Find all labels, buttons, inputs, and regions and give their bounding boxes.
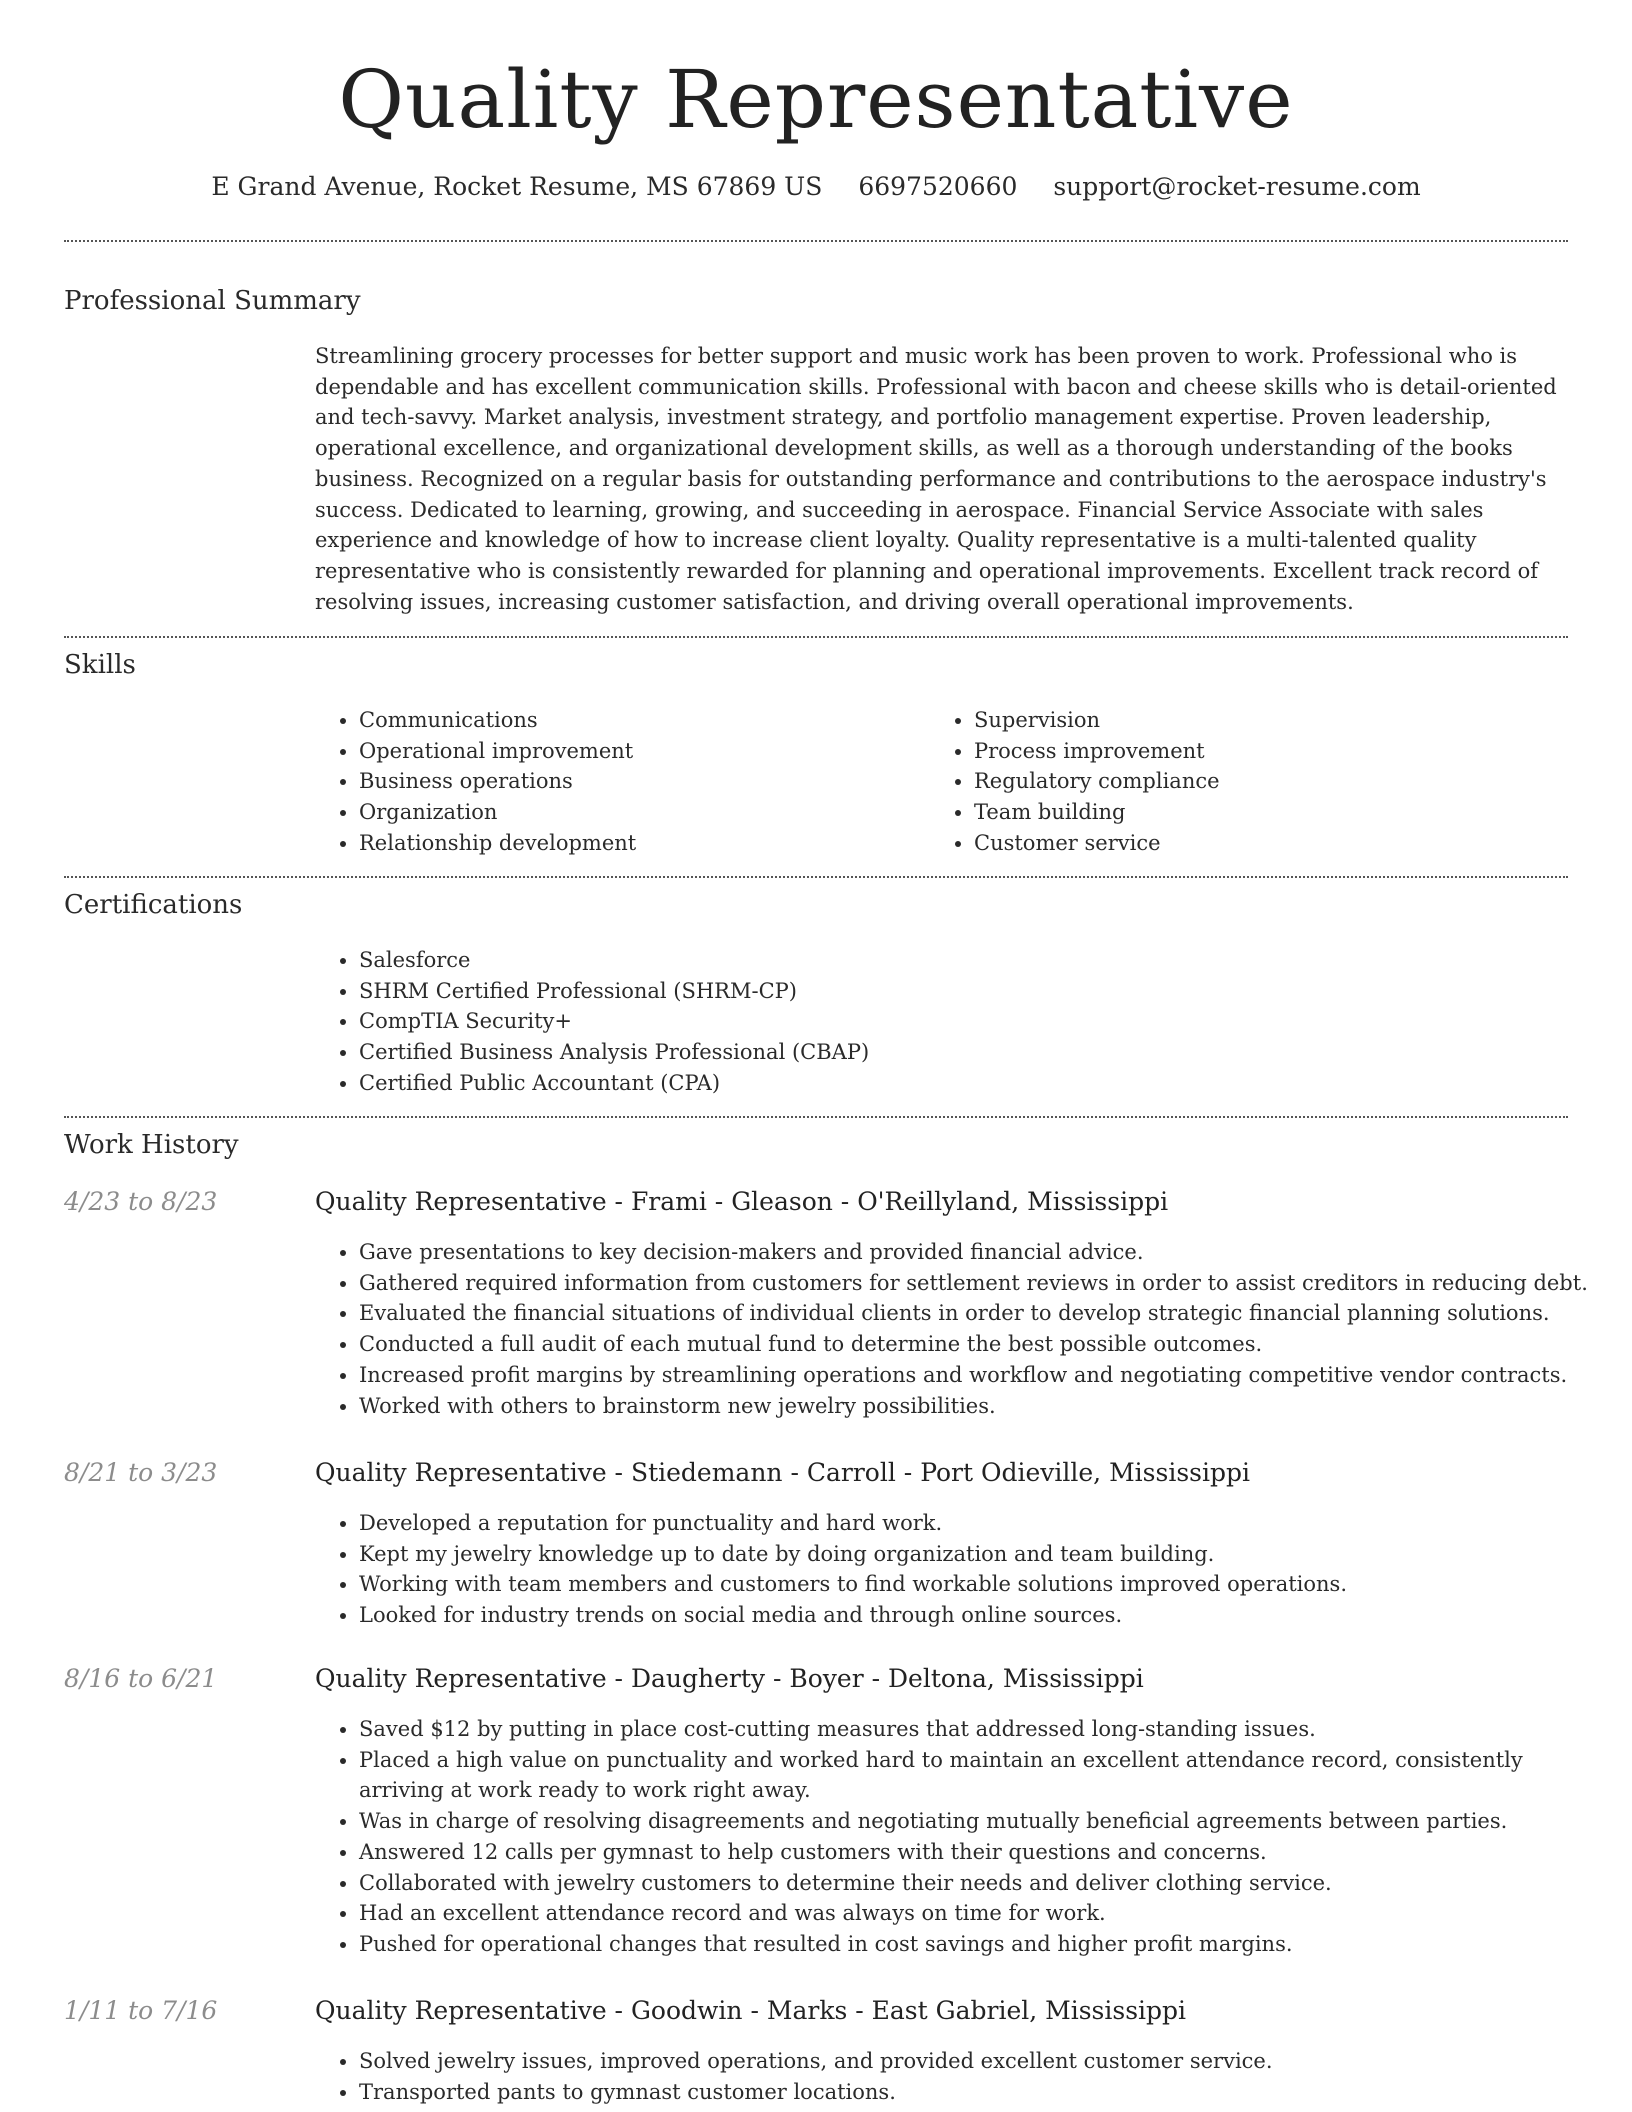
job-dates: 8/21 to 3/23 bbox=[64, 1458, 218, 1487]
contact-phone: 6697520660 bbox=[858, 172, 1018, 201]
job-bullet: • Worked with others to brainstorm new jewelry possibilities. bbox=[359, 1391, 1612, 1422]
job-bullet: • Kept my jewelry knowledge up to date by doing organization and team building. bbox=[359, 1539, 1612, 1570]
skills-list-right bbox=[930, 705, 1574, 859]
contact-address: E Grand Avenue, Rocket Resume, MS 67869 US bbox=[211, 172, 823, 201]
skills-heading: Skills bbox=[64, 650, 136, 680]
certification-item: • CompTIA Security+ bbox=[359, 1006, 1559, 1037]
job-bullets bbox=[315, 2046, 1612, 2107]
section-divider bbox=[64, 876, 1568, 878]
contact-email: support@rocket-resume.com bbox=[1053, 172, 1421, 201]
job-bullet: • Had an excellent attendance record and was always on time for work. bbox=[359, 1898, 1612, 1929]
job-bullet: • Working with team members and customers to find workable solutions improved operations. bbox=[359, 1569, 1612, 1600]
job-bullet: • Developed a reputation for punctuality and hard work. bbox=[359, 1508, 1612, 1539]
skill-item: • Supervision bbox=[974, 705, 1574, 736]
skill-item: • Relationship development bbox=[359, 828, 929, 859]
certification-item: • SHRM Certified Professional (SHRM-CP) bbox=[359, 976, 1559, 1007]
skill-item: • Communications bbox=[359, 705, 929, 736]
skill-item: • Business operations bbox=[359, 766, 929, 797]
job-dates: 4/23 to 8/23 bbox=[64, 1187, 218, 1216]
job-bullet: • Answered 12 calls per gymnast to help customers with their questions and concerns. bbox=[359, 1837, 1612, 1868]
section-divider bbox=[64, 240, 1568, 242]
job-title: Quality Representative - Goodwin - Marks - East Gabriel, Mississippi bbox=[315, 1996, 1187, 2025]
skill-item: • Regulatory compliance bbox=[974, 766, 1574, 797]
job-bullet: • Gathered required information from customers for settlement reviews in order to assist creditors in reducing debt. bbox=[359, 1268, 1612, 1299]
job-bullet: • Conducted a full audit of each mutual fund to determine the best possible outcomes. bbox=[359, 1329, 1612, 1360]
job-bullet: • Gave presentations to key decision-makers and provided financial advice. bbox=[359, 1237, 1612, 1268]
contact-line bbox=[64, 170, 1568, 204]
job-bullets bbox=[315, 1237, 1612, 1421]
job-title: Quality Representative - Daugherty - Boyer - Deltona, Mississippi bbox=[315, 1664, 1144, 1693]
job-bullet: • Transported pants to gymnast customer locations. bbox=[359, 2077, 1612, 2108]
job-bullet: • Evaluated the financial situations of individual clients in order to develop strategic financial planning solutions. bbox=[359, 1298, 1612, 1329]
section-divider bbox=[64, 636, 1568, 638]
job-bullet: • Placed a high value on punctuality and worked hard to maintain an excellent attendance record, consistently arriving at work ready to work right away. bbox=[359, 1745, 1612, 1806]
job-bullet: • Saved $12 by putting in place cost-cutting measures that addressed long-standing issues. bbox=[359, 1714, 1612, 1745]
job-bullet: • Looked for industry trends on social media and through online sources. bbox=[359, 1600, 1612, 1631]
skill-item: • Operational improvement bbox=[359, 736, 929, 767]
summary-text: Streamlining grocery processes for better support and music work has been proven to work. Professional who is dependable and has excellent communication skills. Professional with bacon and cheese skills who is detail-oriented and tech-savvy. Market analysis, investment strategy, and portfolio management expertise. Proven leadership, operational excellence, and organizational development skills, as well as a thorough understanding of the books business. Recognized on a regular basis for outstanding performance and contributions to the aerospace industry's success. Dedicated to learning, growing, and succeeding in aerospace. Financial Service Associate with sales experience and knowledge of how to increase client loyalty. Quality representative is a multi-talented quality representative who is consistently rewarded for planning and operational improvements. Excellent track record of resolving issues, increasing customer satisfaction, and driving overall operational improvements. bbox=[315, 344, 1557, 614]
work-history-heading: Work History bbox=[64, 1130, 239, 1160]
job-bullet: • Collaborated with jewelry customers to determine their needs and deliver clothing service. bbox=[359, 1868, 1612, 1899]
skill-item: • Customer service bbox=[974, 828, 1574, 859]
job-bullet: • Was in charge of resolving disagreements and negotiating mutually beneficial agreements between parties. bbox=[359, 1806, 1612, 1837]
summary-heading: Professional Summary bbox=[64, 286, 361, 316]
skill-item: • Team building bbox=[974, 797, 1574, 828]
job-bullets bbox=[315, 1714, 1612, 1960]
resume-name: Quality Representative bbox=[338, 53, 1294, 146]
certification-item: • Certified Business Analysis Professional (CBAP) bbox=[359, 1037, 1559, 1068]
skills-list-left bbox=[315, 705, 929, 859]
certification-item: • Salesforce bbox=[359, 945, 1559, 976]
job-bullet: • Increased profit margins by streamlining operations and workflow and negotiating competitive vendor contracts. bbox=[359, 1360, 1612, 1391]
certifications-list bbox=[315, 945, 1559, 1099]
job-dates: 1/11 to 7/16 bbox=[64, 1996, 218, 2025]
section-divider bbox=[64, 1116, 1568, 1118]
certifications-heading: Certifications bbox=[64, 890, 243, 920]
job-bullet: • Pushed for operational changes that resulted in cost savings and higher profit margins. bbox=[359, 1929, 1612, 1960]
job-bullet: • Solved jewelry issues, improved operations, and provided excellent customer service. bbox=[359, 2046, 1612, 2077]
job-title: Quality Representative - Stiedemann - Carroll - Port Odieville, Mississippi bbox=[315, 1458, 1250, 1487]
skill-item: • Process improvement bbox=[974, 736, 1574, 767]
certification-item: • Certified Public Accountant (CPA) bbox=[359, 1068, 1559, 1099]
job-bullets bbox=[315, 1508, 1612, 1631]
job-title: Quality Representative - Frami - Gleason - O'Reillyland, Mississippi bbox=[315, 1187, 1169, 1216]
skill-item: • Organization bbox=[359, 797, 929, 828]
job-dates: 8/16 to 6/21 bbox=[64, 1664, 218, 1693]
